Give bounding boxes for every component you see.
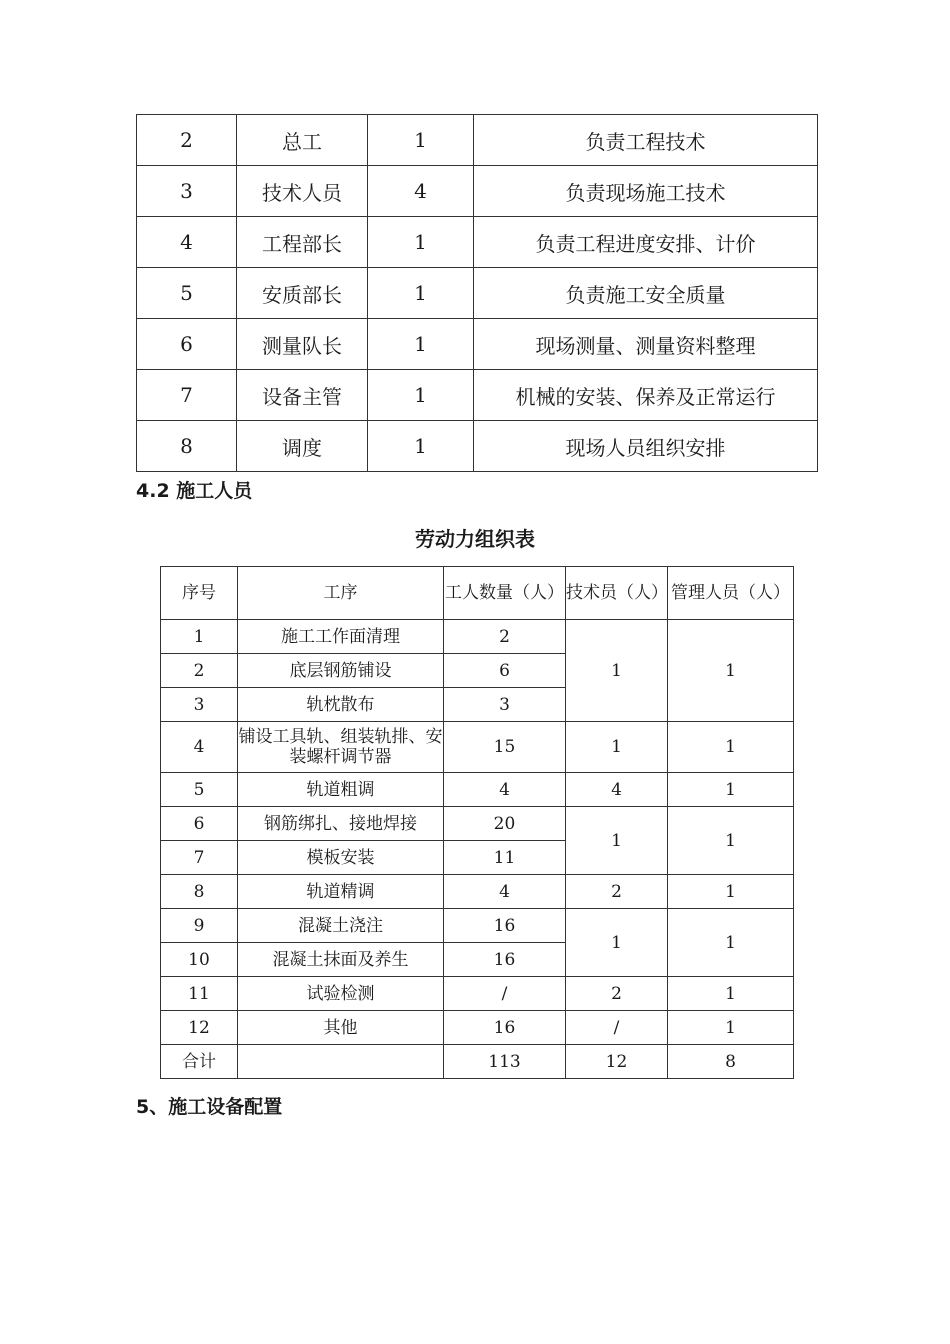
row-number: 6: [161, 807, 238, 841]
row-number: 7: [137, 370, 237, 421]
worker-count: 4: [444, 773, 566, 807]
header-technicians: 技术员（人）: [566, 567, 668, 620]
header-workers: 工人数量（人）: [444, 567, 566, 620]
table-row: [137, 268, 818, 319]
process-name: 铺设工具轨、组装轨排、安装螺杆调节器: [238, 722, 444, 773]
process-name: 模板安装: [238, 841, 444, 875]
staff-duty-table: [136, 114, 818, 472]
row-number: 10: [161, 943, 238, 977]
manager-count: 1: [668, 977, 794, 1011]
technician-count: /: [566, 1011, 668, 1045]
process-name: 轨道粗调: [238, 773, 444, 807]
table-row: [137, 217, 818, 268]
role-count: 1: [368, 115, 474, 166]
role-name: 总工: [237, 115, 368, 166]
row-number: 8: [161, 875, 238, 909]
table-row: [161, 1011, 794, 1045]
row-number: 2: [161, 654, 238, 688]
technician-count: 4: [566, 773, 668, 807]
row-number: 5: [161, 773, 238, 807]
row-number: 5: [137, 268, 237, 319]
manager-count: 1: [668, 1011, 794, 1045]
table-row: [161, 620, 794, 654]
table-row: [161, 773, 794, 807]
total-workers: 113: [444, 1045, 566, 1079]
process-name: 施工工作面清理: [238, 620, 444, 654]
role-duty: 机械的安装、保养及正常运行: [474, 370, 818, 421]
worker-count: 11: [444, 841, 566, 875]
total-label: 合计: [161, 1045, 238, 1079]
labor-organization-table: [160, 566, 794, 1079]
row-number: 4: [161, 722, 238, 773]
manager-count: 1: [668, 807, 794, 875]
role-count: 1: [368, 421, 474, 472]
manager-count: 1: [668, 620, 794, 722]
table-header-row: [161, 567, 794, 620]
row-number: 4: [137, 217, 237, 268]
role-name: 测量队长: [237, 319, 368, 370]
role-name: 技术人员: [237, 166, 368, 217]
worker-count: /: [444, 977, 566, 1011]
table-row: [137, 421, 818, 472]
row-number: 8: [137, 421, 237, 472]
role-count: 1: [368, 268, 474, 319]
role-duty: 负责工程技术: [474, 115, 818, 166]
technician-count: 1: [566, 620, 668, 722]
row-number: 2: [137, 115, 237, 166]
table-row: [137, 115, 818, 166]
technician-count: 2: [566, 875, 668, 909]
role-count: 4: [368, 166, 474, 217]
table-row: [161, 977, 794, 1011]
worker-count: 16: [444, 909, 566, 943]
worker-count: 2: [444, 620, 566, 654]
process-name: 轨枕散布: [238, 688, 444, 722]
table-row: [137, 166, 818, 217]
technician-count: 2: [566, 977, 668, 1011]
technician-count: 1: [566, 909, 668, 977]
process-name: 混凝土抹面及养生: [238, 943, 444, 977]
process-name: 试验检测: [238, 977, 444, 1011]
role-count: 1: [368, 319, 474, 370]
row-number: 7: [161, 841, 238, 875]
section-heading-5: 5、施工设备配置: [136, 1096, 283, 1118]
process-name: 底层钢筋铺设: [238, 654, 444, 688]
row-number: 3: [161, 688, 238, 722]
worker-count: 15: [444, 722, 566, 773]
section-heading-4-2: 4.2 施工人员: [136, 480, 253, 502]
row-number: 11: [161, 977, 238, 1011]
total-technicians: 12: [566, 1045, 668, 1079]
total-process: [238, 1045, 444, 1079]
role-duty: 现场人员组织安排: [474, 421, 818, 472]
role-name: 安质部长: [237, 268, 368, 319]
process-name: 钢筋绑扎、接地焊接: [238, 807, 444, 841]
table-row: [161, 807, 794, 841]
role-count: 1: [368, 370, 474, 421]
table-row: [161, 875, 794, 909]
manager-count: 1: [668, 773, 794, 807]
manager-count: 1: [668, 722, 794, 773]
role-name: 工程部长: [237, 217, 368, 268]
row-number: 1: [161, 620, 238, 654]
role-duty: 负责工程进度安排、计价: [474, 217, 818, 268]
table-row: [161, 909, 794, 943]
role-duty: 负责现场施工技术: [474, 166, 818, 217]
header-process: 工序: [238, 567, 444, 620]
manager-count: 1: [668, 875, 794, 909]
table-row: [161, 722, 794, 773]
role-duty: 现场测量、测量资料整理: [474, 319, 818, 370]
row-number: 3: [137, 166, 237, 217]
worker-count: 16: [444, 1011, 566, 1045]
process-name: 其他: [238, 1011, 444, 1045]
row-number: 9: [161, 909, 238, 943]
manager-count: 1: [668, 909, 794, 977]
technician-count: 1: [566, 807, 668, 875]
worker-count: 6: [444, 654, 566, 688]
row-number: 12: [161, 1011, 238, 1045]
table-title: 劳动力组织表: [415, 527, 535, 551]
role-name: 设备主管: [237, 370, 368, 421]
technician-count: 1: [566, 722, 668, 773]
role-name: 调度: [237, 421, 368, 472]
worker-count: 20: [444, 807, 566, 841]
worker-count: 16: [444, 943, 566, 977]
header-managers: 管理人员（人）: [668, 567, 794, 620]
process-name: 混凝土浇注: [238, 909, 444, 943]
role-duty: 负责施工安全质量: [474, 268, 818, 319]
table-row: [137, 370, 818, 421]
total-managers: 8: [668, 1045, 794, 1079]
worker-count: 4: [444, 875, 566, 909]
row-number: 6: [137, 319, 237, 370]
header-number: 序号: [161, 567, 238, 620]
role-count: 1: [368, 217, 474, 268]
table-total-row: [161, 1045, 794, 1079]
table-row: [137, 319, 818, 370]
process-name: 轨道精调: [238, 875, 444, 909]
worker-count: 3: [444, 688, 566, 722]
